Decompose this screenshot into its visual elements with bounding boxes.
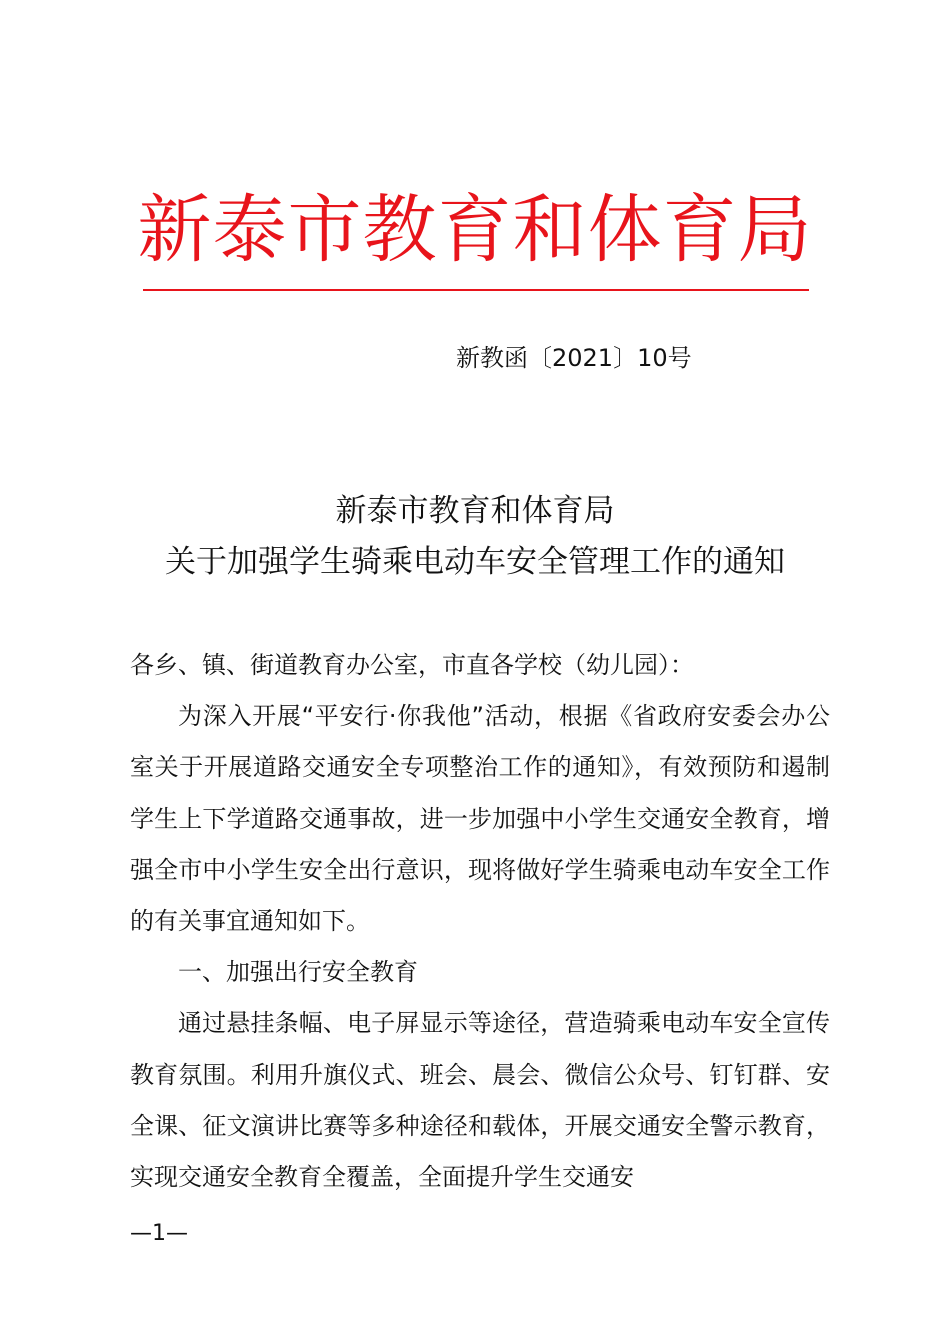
paragraph-intro: 为深入开展“平安行·你我他”活动，根据《省政府安委会办公室关于开展道路交通安全专项整治工作的通知》，有效预防和遏制学生上下学道路交通事故，进一步加强中小学生交通安全教育，增强全市中小学生安全出行意识，现将做好学生骑乘电动车安全工作的有关事宜通知如下。 [130, 702, 830, 936]
document-body [130, 640, 830, 1203]
document-title-line-1: 新泰市教育和体育局 [335, 493, 615, 529]
red-header-rule [143, 289, 809, 291]
salutation: 各乡、镇、街道教育办公室，市直各学校（幼儿园）： [130, 651, 694, 679]
document-title-line-2: 关于加强学生骑乘电动车安全管理工作的通知 [165, 544, 785, 580]
document-number: 新教函〔2021〕10号 [456, 344, 692, 372]
paragraph-section-1: 通过悬挂条幅、电子屏显示等途径，营造骑乘电动车安全宣传教育氛围。利用升旗仪式、班会、晨会、微信公众号、钉钉群、安全课、征文演讲比赛等多种途径和载体，开展交通安全警示教育，实现交通安全教育全覆盖，全面提升学生交通安 [130, 1009, 830, 1192]
page-number: —1— [130, 1221, 188, 1246]
section-heading-1: 一、加强出行安全教育 [178, 958, 418, 987]
issuer-header: 新泰市教育和体育局 [137, 187, 813, 273]
